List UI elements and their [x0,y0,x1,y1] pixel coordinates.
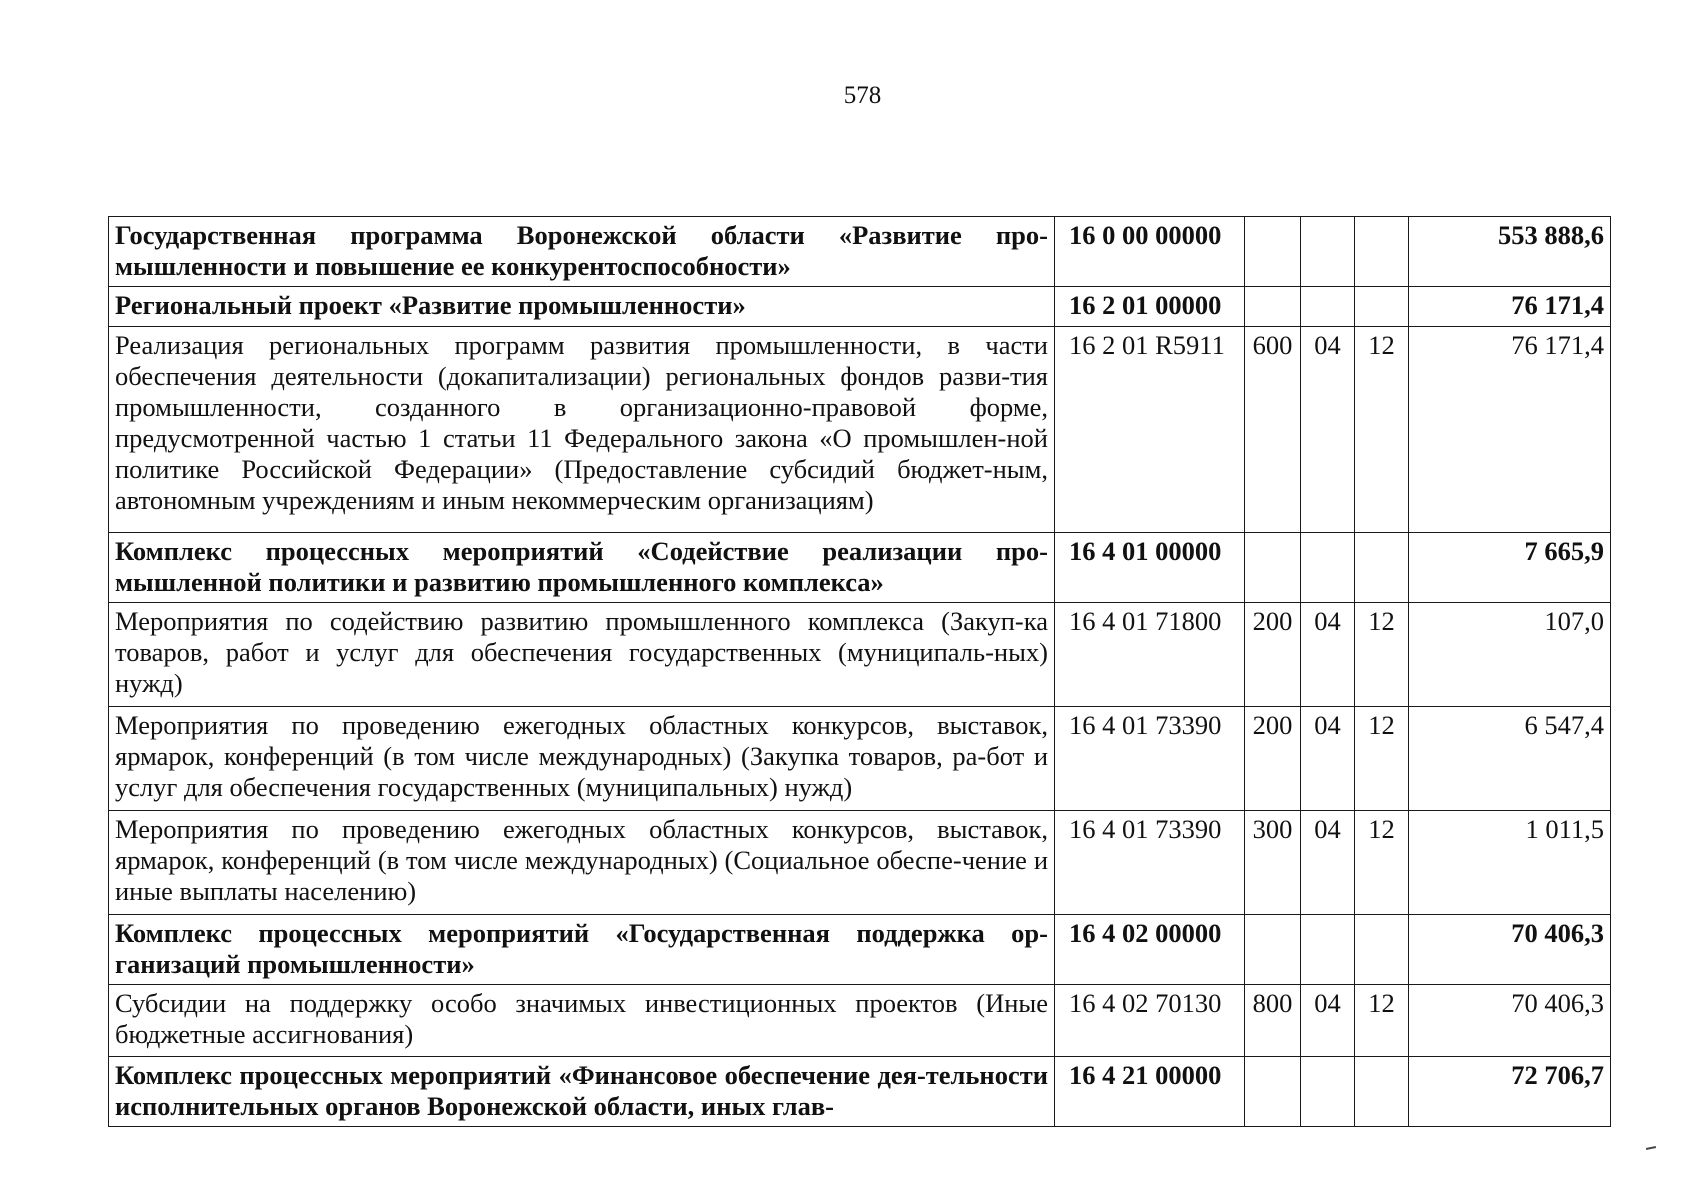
row-vr: 800 [1245,985,1301,1057]
row-name: Комплекс процессных мероприятий «Государственная поддержка ор-ганизаций промышленности» [109,915,1055,985]
row-vr [1245,915,1301,985]
table-row [109,811,1611,915]
row-code: 16 0 00 00000 [1055,217,1245,287]
row-amount: 70 406,3 [1409,915,1611,985]
row-name: Государственная программа Воронежской области «Развитие про-мышленности и повышение ее конкурентоспособности» [109,217,1055,287]
row-amount: 1 011,5 [1409,811,1611,915]
row-rz: 04 [1301,327,1355,533]
row-vr [1245,287,1301,327]
row-amount: 76 171,4 [1409,287,1611,327]
row-amount: 72 706,7 [1409,1057,1611,1127]
row-pr [1355,217,1409,287]
row-name: Реализация региональных программ развития промышленности, в части обеспечения деятельности (докапитализации) региональных фондов разви-тия промышленности, созданного в организационно-правовой форме, предусмотренной частью 1 статьи 11 Федерального закона «О промышлен-ной политике Российской Федерации» (Предоставление субсидий бюджет-ным, автономным учреждениям и иным некоммерческим организациям) [109,327,1055,533]
row-rz [1301,1057,1355,1127]
row-rz [1301,533,1355,603]
page-number: 578 [843,82,882,109]
row-pr [1355,287,1409,327]
row-vr: 200 [1245,603,1301,707]
table-row [109,1057,1611,1127]
row-rz [1301,915,1355,985]
row-pr: 12 [1355,327,1409,533]
row-name: Субсидии на поддержку особо значимых инвестиционных проектов (Иные бюджетные ассигнования) [109,985,1055,1057]
row-name: Мероприятия по содействию развитию промышленного комплекса (Закуп-ка товаров, работ и услуг для обеспечения государственных (муниципаль-ных) нужд) [109,603,1055,707]
budget-table [108,216,1611,1127]
row-vr: 200 [1245,707,1301,811]
row-rz: 04 [1301,811,1355,915]
row-amount: 7 665,9 [1409,533,1611,603]
row-amount: 70 406,3 [1409,985,1611,1057]
table-row [109,915,1611,985]
row-code: 16 4 01 00000 [1055,533,1245,603]
row-code: 16 4 01 71800 [1055,603,1245,707]
row-name: Мероприятия по проведению ежегодных областных конкурсов, выставок, ярмарок, конференций (в том числе международных) (Социальное обеспе-чение и иные выплаты населению) [109,811,1055,915]
row-code: 16 4 21 00000 [1055,1057,1245,1127]
table-row [109,603,1611,707]
table-row [109,217,1611,287]
table-row [109,287,1611,327]
row-vr: 300 [1245,811,1301,915]
row-vr: 600 [1245,327,1301,533]
row-pr [1355,533,1409,603]
row-vr [1245,1057,1301,1127]
row-code: 16 2 01 R5911 [1055,327,1245,533]
row-pr: 12 [1355,707,1409,811]
row-amount: 107,0 [1409,603,1611,707]
table-row [109,985,1611,1057]
row-pr [1355,1057,1409,1127]
table-row [109,533,1611,603]
scan-mark [1646,1146,1656,1150]
row-pr: 12 [1355,985,1409,1057]
row-amount: 6 547,4 [1409,707,1611,811]
row-code: 16 4 02 70130 [1055,985,1245,1057]
row-name: Мероприятия по проведению ежегодных областных конкурсов, выставок, ярмарок, конференций (в том числе международных) (Закупка товаров, ра-бот и услуг для обеспечения государственных (муниципальных) нужд) [109,707,1055,811]
row-pr [1355,915,1409,985]
row-rz: 04 [1301,707,1355,811]
row-rz [1301,217,1355,287]
row-name: Комплекс процессных мероприятий «Содействие реализации про-мышленной политики и развитию промышленного комплекса» [109,533,1055,603]
row-pr: 12 [1355,811,1409,915]
row-name: Комплекс процессных мероприятий «Финансовое обеспечение дея-тельности исполнительных органов Воронежской области, иных глав- [109,1057,1055,1127]
row-code: 16 4 02 00000 [1055,915,1245,985]
row-rz [1301,287,1355,327]
row-pr: 12 [1355,603,1409,707]
table-row [109,327,1611,533]
row-code: 16 4 01 73390 [1055,811,1245,915]
row-code: 16 4 01 73390 [1055,707,1245,811]
row-code: 16 2 01 00000 [1055,287,1245,327]
row-rz: 04 [1301,603,1355,707]
row-vr [1245,533,1301,603]
budget-table-body [109,217,1611,1127]
row-amount: 76 171,4 [1409,327,1611,533]
table-row [109,707,1611,811]
row-amount: 553 888,6 [1409,217,1611,287]
row-name: Региональный проект «Развитие промышленности» [109,287,1055,327]
row-vr [1245,217,1301,287]
row-rz: 04 [1301,985,1355,1057]
